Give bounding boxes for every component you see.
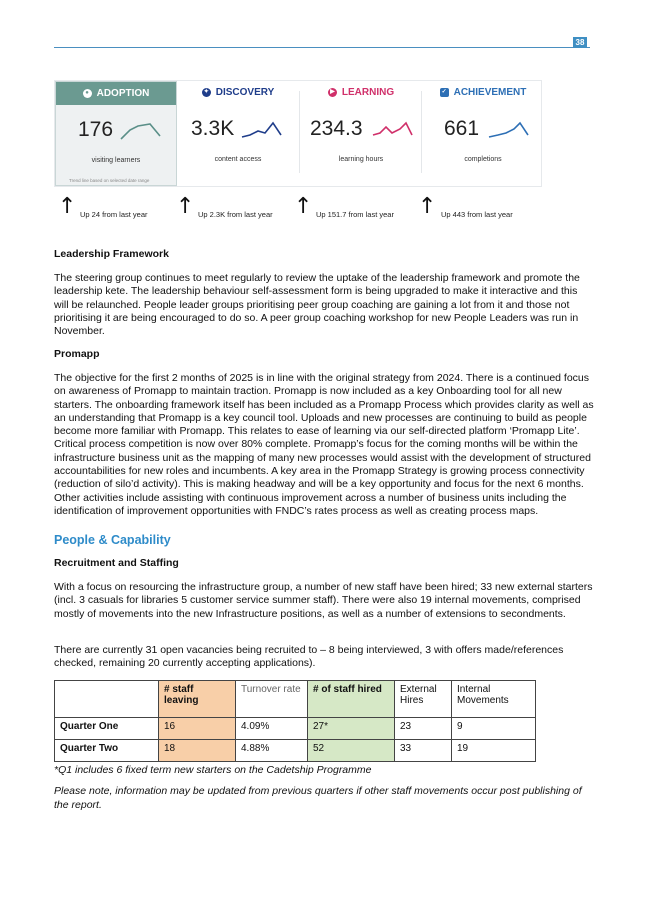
- tile-achievement[interactable]: [422, 81, 544, 186]
- table-row: [55, 718, 536, 740]
- table-cell: 27*: [308, 718, 395, 740]
- table-cell: 4.09%: [236, 718, 308, 740]
- up-arrow-icon: ↑: [176, 194, 195, 219]
- change-learning: Up 151.7 from last year: [316, 210, 394, 219]
- learning-trend-icon: [372, 119, 414, 141]
- table-cell: 33: [395, 740, 452, 762]
- tile-discovery-value: 3.3K: [191, 117, 235, 140]
- tile-adoption-title: ADOPTION: [96, 88, 150, 99]
- page-number: 38: [573, 37, 587, 48]
- change-adoption: Up 24 from last year: [80, 210, 148, 219]
- tile-discovery[interactable]: [177, 81, 299, 186]
- header-rule: [54, 47, 590, 48]
- tile-achievement-title: ACHIEVEMENT: [453, 87, 527, 98]
- tile-learning[interactable]: [300, 81, 422, 186]
- table-header-cell: [55, 681, 159, 718]
- table-cell: Quarter Two: [55, 740, 159, 762]
- tile-adoption-label: visiting learners: [91, 157, 141, 164]
- tile-adoption-header: [56, 82, 176, 105]
- table-row: [55, 740, 536, 762]
- shield-icon: ✓: [441, 89, 447, 95]
- tile-adoption-value: 176: [78, 118, 114, 141]
- tile-learning-title: LEARNING: [341, 87, 395, 98]
- change-achievement: Up 443 from last year: [441, 210, 513, 219]
- tile-adoption-note: Trend line based on selected date range: [69, 178, 150, 183]
- play-icon: ▶: [328, 88, 337, 97]
- tile-achievement-value: 661: [444, 117, 480, 140]
- tile-discovery-title: DISCOVERY: [215, 87, 275, 98]
- closing-note: Please note, information may be updated from previous quarters if other staff movements occur post publishing of the report.: [54, 785, 582, 811]
- table-cell: 18: [159, 740, 236, 762]
- tile-discovery-header: [177, 81, 299, 104]
- tile-learning-value: 234.3: [310, 117, 363, 140]
- recruitment-body: With a focus on resourcing the infrastructure group, a number of new staff have been hired; 33 new external starters (incl. 3 casuals for libraries 5 customer service summer staff). There were also 19 internal movements, comprised mostly of movements into the new Infrastructure positions, as well as a number of extensions to secondments.: [54, 581, 593, 620]
- user-icon: ●: [83, 89, 92, 98]
- vacancies-body: There are currently 31 open vacancies being recruited to – 8 being interviewed, 3 with offers made/references checked, remaining 20 currently accepting applications).: [54, 644, 564, 670]
- recruitment-heading: Recruitment and Staffing: [54, 557, 179, 569]
- discovery-trend-icon: [241, 119, 283, 141]
- up-arrow-icon: ↑: [294, 194, 313, 219]
- up-arrow-icon: ↑: [418, 194, 437, 219]
- up-arrow-icon: ↑: [58, 194, 77, 219]
- table-cell: 52: [308, 740, 395, 762]
- tile-discovery-label: content access: [214, 156, 262, 163]
- change-discovery: Up 2.3K from last year: [198, 210, 273, 219]
- staff-table: [54, 680, 536, 762]
- table-header-cell: # of staff hired: [308, 681, 395, 718]
- learning-dashboard: [54, 80, 542, 187]
- leadership-body: The steering group continues to meet regularly to review the uptake of the leadership framework and promote the leadership kete. The leadership behaviour self-assessment form is being upgraded to make it interactive and this will be relaunched. People leader groups prioritising peer group coaching are gaining a lot from it and those not prioritising it are being encouraged to do so. A peer group coaching workshop for new People Leaders was run in November.: [54, 272, 580, 338]
- table-header-cell: External Hires: [395, 681, 452, 718]
- tile-learning-header: [300, 81, 422, 104]
- table-cell: Quarter One: [55, 718, 159, 740]
- people-capability-heading: People & Capability: [54, 533, 171, 547]
- compass-icon: ✦: [203, 89, 209, 95]
- adoption-trend-icon: [120, 120, 162, 142]
- tile-adoption[interactable]: [55, 81, 177, 186]
- table-cell: 16: [159, 718, 236, 740]
- table-header-cell: Internal Movements: [452, 681, 536, 718]
- promapp-heading: Promapp: [54, 348, 100, 360]
- table-footnote: *Q1 includes 6 fixed term new starters on the Cadetship Programme: [54, 764, 372, 776]
- table-cell: 23: [395, 718, 452, 740]
- table-header-row: [55, 681, 536, 718]
- table-header-cell: Turnover rate: [236, 681, 308, 718]
- tile-achievement-label: completions: [464, 156, 502, 163]
- leadership-heading: Leadership Framework: [54, 248, 169, 260]
- achievement-trend-icon: [488, 119, 530, 141]
- table-cell: 19: [452, 740, 536, 762]
- table-cell: 4.88%: [236, 740, 308, 762]
- table-cell: 9: [452, 718, 536, 740]
- tile-achievement-header: [422, 81, 544, 104]
- promapp-body: The objective for the first 2 months of 2025 is in line with the original strategy from 2024. There is a continued focus on awareness of Promapp to maintain traction. Promapp is now included as a key Onboarding tool for all new starters. The onboarding framework itself has been included as a Promapp Process which provides clarity as well as an understanding that Promapp is a key council tool. Uploads and new processes are continuing to build as people become more familiar with Promapp. This relates to ease of learning via our self-directed platform ‘Promapp Lite’. Critical process competition is now over 80% complete. Promapp’s focus for the coming months will be within the infrastructure business unit as the mapping of many new processes would assist with the development of structured accountabilities for new roles and incumbents. A key area in the Promapp Strategy is growing process connectivity (reduction of silo’d activity). This is making headway and will be a key opportunity and focus for the next 6 months. Other activities include assisting with continuous improvement across a number of business units including the identification of improvement opportunities with FNDC’s rates process as well as creating process maps.: [54, 372, 594, 517]
- table-header-cell: # staff leaving: [159, 681, 236, 718]
- tile-learning-label: learning hours: [338, 156, 384, 163]
